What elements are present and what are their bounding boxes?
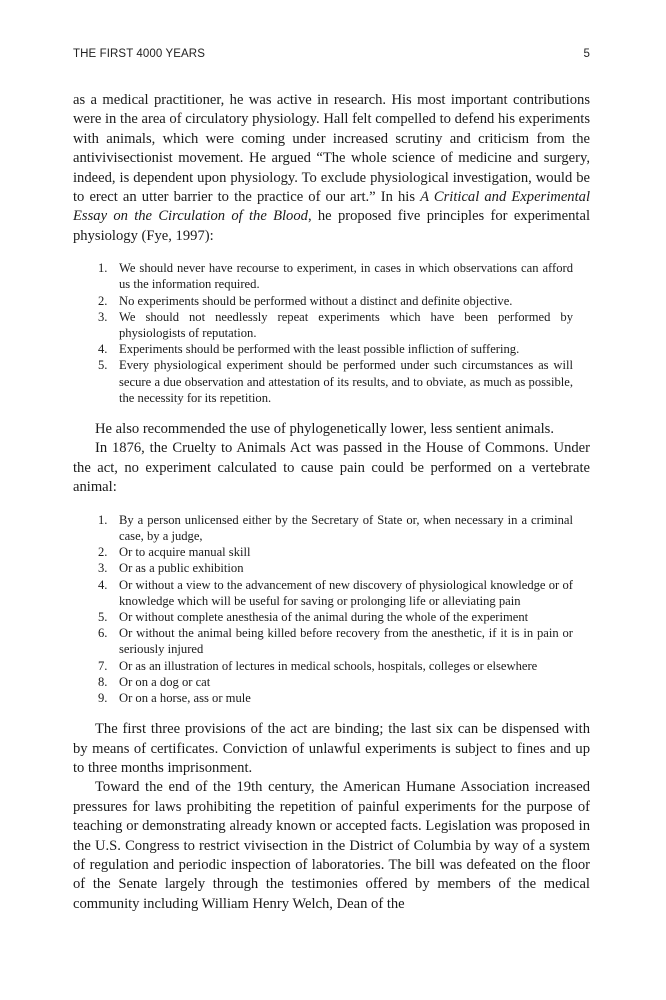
list-item <box>73 357 590 406</box>
list-number: 4. <box>98 577 108 592</box>
list-item-text: Or to acquire manual skill <box>119 545 251 560</box>
list-item-text: Experiments should be performed with the least possible infliction of suffering. <box>119 342 520 357</box>
list-item <box>73 293 590 309</box>
list-item-text: Or on a horse, ass or mule <box>119 690 251 705</box>
list-number: 3. <box>98 309 108 324</box>
list-item <box>73 260 590 292</box>
list-item <box>73 560 590 576</box>
spacer <box>73 246 590 260</box>
list-item-text: Or without a view to the advancement of new discovery of physiological knowledge or of knowledge which will be useful for saving or prolonging life or alleviating pain <box>119 577 573 608</box>
list-item-text: Or as a public exhibition <box>119 561 244 576</box>
list-item-text: Every physiological experiment should be performed under such circumstances as will secure a due observation and attestation of its results, and to obviate, as much as possible, the necessity for its repetition. <box>119 358 573 405</box>
list-item <box>73 341 590 357</box>
list-item <box>73 625 590 657</box>
list-number: 9. <box>98 690 108 705</box>
list-number: 7. <box>98 658 108 673</box>
list-item-text: We should never have recourse to experiment, in cases in which observations can afford us the information required. <box>119 261 573 292</box>
list-item <box>73 674 590 690</box>
page-number: 5 <box>583 48 590 60</box>
spacer <box>73 406 590 420</box>
paragraph-sentient-animals: He also recommended the use of phylogenetically lower, less sentient animals. <box>95 421 554 438</box>
list-item <box>73 609 590 625</box>
list-item <box>73 309 590 341</box>
paragraph-act-provisions: The first three provisions of the act are binding; the last six can be dispensed with by means of certificates. Conviction of unlawful experiments is subject to fines and up to three months imprisonment. <box>73 721 590 776</box>
list-item <box>73 658 590 674</box>
list-number: 8. <box>98 674 108 689</box>
list-item-text: Or without complete anesthesia of the animal during the whole of the experiment <box>119 609 529 624</box>
list-number: 5. <box>98 358 108 373</box>
page-body <box>73 91 590 914</box>
list-number: 1. <box>98 261 108 276</box>
list-number: 4. <box>98 342 108 357</box>
book-title-italic: A Critical and Experimental Essay on the Circulation of the Blood <box>73 189 591 225</box>
running-title: THE FIRST 4000 YEARS <box>73 48 205 60</box>
principles-list <box>73 260 590 406</box>
paragraph-text: as a medical practitioner, he was active in research. His most important contributions were in the area of circulatory physiology. Hall felt compelled to defend his experiments with animals, which were coming under increased scrutiny and criticism from the antivivisectionist movement. He argued “The whole science of medicine and surgery, indeed, is dependent upon physiology. To exclude physiological investigation, would be to erect an utter barrier to the practice of our art.” In his <box>73 92 590 206</box>
list-item-text: By a person unlicensed either by the Secretary of State or, when necessary in a criminal case, by a judge, <box>119 512 573 543</box>
paragraph-cruelty-act: In 1876, the Cruelty to Animals Act was passed in the House of Commons. Under the act, no experiment calculated to cause pain could be performed on a vertebrate animal: <box>73 440 590 496</box>
list-number: 5. <box>98 609 108 624</box>
act-provisions-list <box>73 512 590 706</box>
list-item <box>73 577 590 609</box>
list-number: 6. <box>98 626 108 641</box>
list-item-text: Or without the animal being killed before recovery from the anesthetic, if it is in pain or seriously injured <box>119 626 573 657</box>
list-item <box>73 690 590 706</box>
list-item-text: Or on a dog or cat <box>119 674 211 689</box>
list-number: 1. <box>98 512 108 527</box>
list-item <box>73 512 590 544</box>
list-item <box>73 544 590 560</box>
list-number: 2. <box>98 293 108 308</box>
spacer <box>73 706 590 720</box>
list-number: 3. <box>98 561 108 576</box>
list-item-text: No experiments should be performed without a distinct and definite objective. <box>119 293 513 308</box>
spacer <box>73 498 590 512</box>
list-item-text: We should not needlessly repeat experiments which have been performed by physiologists of reputation. <box>119 309 573 341</box>
list-number: 2. <box>98 545 108 560</box>
list-item-text: Or as an illustration of lectures in medical schools, hospitals, colleges or elsewhere <box>119 658 538 673</box>
paragraph-humane-association: Toward the end of the 19th century, the American Humane Association increased pressures for laws prohibiting the repetition of painful experiments for the purpose of teaching or demonstrating already known or accepted facts. Legislation was proposed in the U.S. Congress to restrict vivisection in the District of Columbia by way of a system of regulation and periodic inspection of laboratories. The bill was defeated on the floor of the Senate largely through the testimonies offered by members of the medical community including William Henry Welch, Dean of the <box>73 779 590 912</box>
paragraph-hall-research <box>73 91 590 246</box>
paragraph-text: , he proposed five principles for experimental physiology (Fye, 1997): <box>73 208 590 244</box>
